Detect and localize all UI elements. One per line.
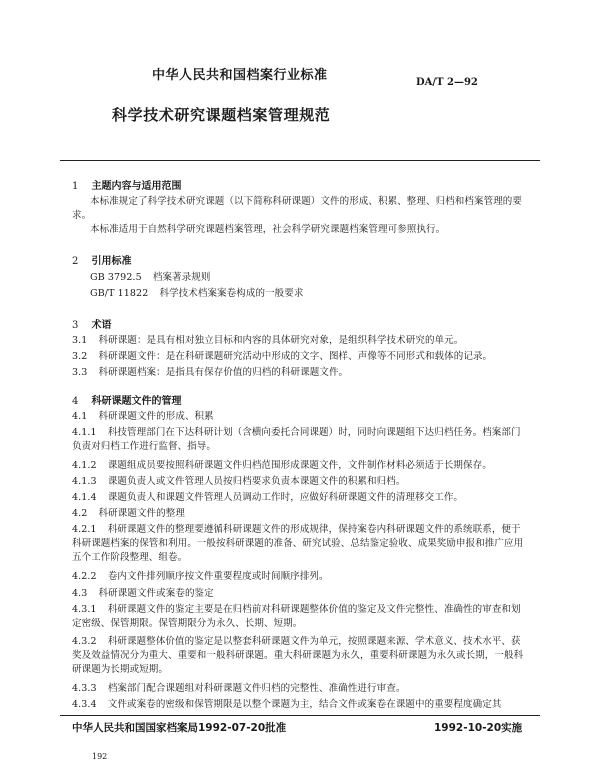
standard-code: DA/T 2—92: [416, 77, 478, 88]
clause-text: 科研课题整体价值的鉴定是以整套科研课题文件为单元，按照课题来源、学术意义、技术水平、获奖及效益情况分为重大、重要和一般科研课题。重大科研课题为永久，重要科研课题为永久或长期，一般科研课题为长期或短期。: [72, 636, 524, 675]
clause-text: 文件或案卷的密级和保管期限是以整个课题为主，结合文件或案卷在课题中的重要程度确定其: [107, 699, 502, 710]
clause-number: 4.1.3: [72, 476, 97, 487]
clause: [72, 698, 532, 712]
subsection-heading: [72, 410, 214, 424]
subsection-heading: [72, 507, 185, 521]
term-item: [72, 334, 463, 348]
section-title: 主题内容与适用范围: [91, 181, 182, 192]
issuer-title: 中华人民共和国档案行业标准: [152, 68, 328, 83]
section-2-heading: [72, 249, 131, 268]
clause: [72, 682, 405, 696]
clause-text: 科研课题文件的鉴定主要是在归档前对科研课题整体价值的鉴定及文件完整性、准确性的审查和划定密级、保管期限。保管期限分为永久、长期、短期。: [72, 604, 521, 629]
clause: [72, 570, 329, 584]
clause-text: 档案部门配合课题组对科研课题文件归档的完整性、准确性进行审查。: [107, 683, 406, 694]
approval-note: 中华人民共和国国家档案局1992-07-20批准: [72, 722, 287, 734]
clause-number: 4.1.4: [72, 492, 97, 503]
page-number: 192: [92, 752, 108, 761]
doc-title: 科学技术研究课题档案管理规范: [112, 106, 331, 124]
clause: [72, 635, 524, 677]
section-3-heading: [72, 313, 111, 332]
reference-code: GB 3792.5: [90, 272, 142, 283]
section-number: 1: [72, 181, 79, 192]
reference-item: [90, 271, 210, 285]
reference-item: [90, 287, 304, 301]
clause-number: 4.3.3: [72, 683, 97, 694]
clause-number: 4.2.2: [72, 571, 97, 582]
reference-code: GB/T 11822: [90, 288, 149, 299]
clause-number: 4.3.2: [72, 636, 97, 647]
section-number: 3: [72, 320, 79, 331]
clause-number: 3.1: [72, 335, 88, 346]
clause-number: 4.1.1: [72, 427, 97, 438]
clause: [72, 523, 524, 565]
clause-number: 4.1.2: [72, 460, 97, 471]
clause: [72, 459, 492, 473]
clause-title: 科研课题文件或案卷的鉴定: [98, 588, 214, 599]
reference-name: 档案著录规则: [152, 272, 211, 283]
section-number: 2: [72, 256, 79, 267]
subsection-heading: [72, 587, 214, 601]
clause-text: 科研课题：是具有相对独立目标和内容的具体研究对象，是组织科学技术研究的单元。: [98, 335, 464, 346]
section-4-heading: [72, 389, 181, 408]
clause-number: 4.2: [72, 508, 88, 519]
clause-number: 3.3: [72, 367, 88, 378]
footer-rule: [60, 715, 540, 716]
clause-number: 4.2.1: [72, 524, 97, 535]
paragraph: 本标准规定了科学技术研究课题（以下简称科研课题）文件的形成、积累、整理、归档和档案管理的要求。: [72, 196, 523, 221]
clause: [72, 491, 463, 505]
term-item: [72, 366, 348, 380]
clause: [72, 426, 524, 454]
section-number: 4: [72, 396, 79, 407]
reference-name: 科学技术档案案卷构成的一般要求: [159, 288, 304, 299]
section-1-heading: [72, 174, 181, 193]
clause: [72, 603, 524, 631]
clause-title: 科研课题文件的形成、积累: [98, 411, 214, 422]
effective-date: 1992-10-20实施: [434, 722, 523, 734]
section-title: 科研课题文件的管理: [91, 396, 182, 407]
clause-text: 卷内文件排列顺序按文件重要程度或时间顺序排列。: [107, 571, 329, 582]
clause-number: 4.3.4: [72, 699, 97, 710]
clause-text: 科研课题文件：是在科研课题研究活动中形成的文字、图样、声像等不同形式和载体的记录。: [98, 351, 493, 362]
clause-number: 4.3: [72, 588, 88, 599]
clause-text: 科技管理部门在下达科研计划（含横向委托合同课题）时，同时向课题组下达归档任务。档案部门负责对归档工作进行监督、指导。: [72, 427, 521, 452]
section-title: 引用标准: [91, 256, 132, 267]
term-item: [72, 350, 492, 364]
clause-number: 4.1: [72, 411, 88, 422]
clause-text: 课题负责人和课题文件管理人员调动工作时，应做好科研课题文件的清理移交工作。: [107, 492, 464, 503]
clause-text: 科研课题档案：是指具有保存价值的归档的科研课题文件。: [98, 367, 349, 378]
clause-text: 课题负责人或文件管理人员按归档要求负责本课题文件的积累和归档。: [107, 476, 406, 487]
clause-number: 3.2: [72, 351, 88, 362]
clause-text: 课题组成员要按照科研课题文件归档范围形成课题文件，文件制作材料必须适于长期保存。: [107, 460, 492, 471]
clause-title: 科研课题文件的整理: [98, 508, 185, 519]
clause: [72, 475, 405, 489]
header-rule: [60, 160, 540, 161]
clause-number: 4.3.1: [72, 604, 97, 615]
paragraph: 本标准适用于自然科学研究课题档案管理，社会科学研究课题档案管理可参照执行。: [90, 224, 446, 235]
section-title: 术语: [91, 320, 112, 331]
clause-text: 科研课题文件的整理要遵循科研课题文件的形成规律，保持案卷内科研课题文件的系统联系，便于科研课题档案的保管和利用。一般按科研课题的准备、研究试验、总结鉴定验收、成果奖励申报和推广应用五个工作阶段整理、组卷。: [72, 524, 524, 563]
